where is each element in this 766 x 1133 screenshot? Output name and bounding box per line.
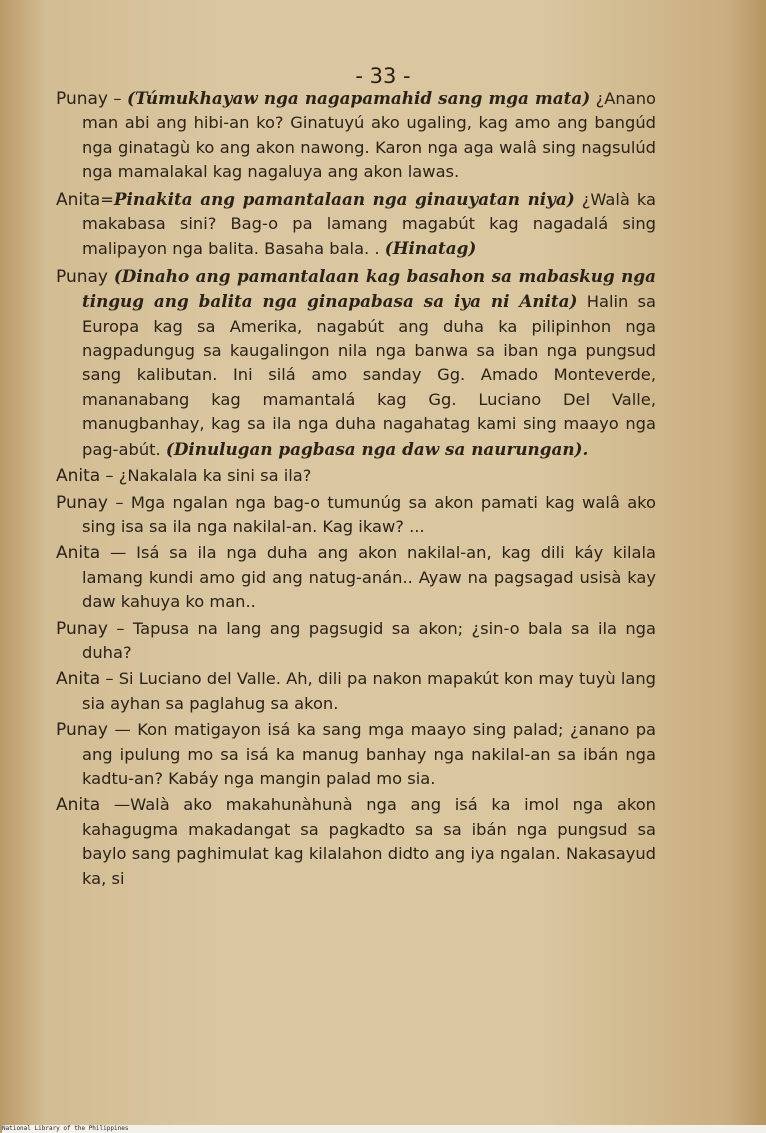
stage-direction: (Túmukhayaw nga nagapamahid sang mga mata) xyxy=(127,88,591,108)
speaker-separator: – xyxy=(100,466,119,486)
dialogue-entry xyxy=(56,187,656,262)
speaker-name: Anita xyxy=(56,466,101,487)
speaker-name: Anita xyxy=(56,669,101,690)
speaker-name: Anita xyxy=(56,795,101,816)
stage-direction: Pinakita ang pamantalaan nga ginauyatan niya) xyxy=(113,188,575,209)
spoken-line: Si Luciano del Valle. Ah, dili pa nakon mapakút kon may tuyù lang sia ayhan sa paglahug sa akon. xyxy=(82,669,656,713)
stage-direction: (Dinulugan pagbasa nga daw sa naurungan). xyxy=(165,438,589,459)
speaker-name: Punay xyxy=(56,89,108,109)
speaker-separator: – xyxy=(107,89,127,108)
dialogue-entry xyxy=(56,667,656,716)
spoken-line: Walà ako makahunàhunà nga ang isá ka imol nga akon kahagugma makadangat sa pagkadto sa sa ibán nga pungsud sa baylo sang paghimulat kag kilalahon didto ang iya ngalan. Nakasayud ka, si xyxy=(82,795,656,888)
dialogue-entry xyxy=(56,86,656,185)
page-number: - 33 - xyxy=(355,64,411,88)
speaker-name: Anita xyxy=(56,543,101,564)
speaker-name: Punay xyxy=(56,266,108,287)
dialogue-entry xyxy=(56,491,656,540)
footer-credit: National Library of the Philippines xyxy=(2,1125,766,1133)
speaker-name: Punay xyxy=(56,618,108,639)
speaker-separator: – xyxy=(107,492,131,512)
dialogue-entry xyxy=(56,541,656,614)
speaker-name: Punay xyxy=(56,720,108,741)
speaker-name: Punay xyxy=(56,492,108,513)
speaker-separator: = xyxy=(100,189,114,209)
spoken-line: ¿Nakalala ka sini sa ila? xyxy=(118,466,312,486)
dialogue-text xyxy=(56,86,656,891)
speaker-separator: — xyxy=(107,720,138,740)
spoken-line: Kon matigayon isá ka sang mga maayo sing palad; ¿anano pa ang ipulung mo sa isá ka manug banhay nga nakilal-an sa ibán nga kadtu-an? Kabáy nga mangin palad mo sia. xyxy=(82,720,657,788)
speaker-name: Anita xyxy=(56,189,101,210)
speaker-separator: — xyxy=(100,543,137,563)
dialogue-entry xyxy=(56,264,656,462)
spoken-line: Tapusa na lang ang pagsugid sa akon; ¿sin-o bala sa ila nga duha? xyxy=(82,618,656,662)
spoken-line: ¿Walà ka makabasa sini? Bag-o pa lamang magabút kag nagadalá sing malipayon nga balita. Basaha bala. . xyxy=(82,189,656,259)
spoken-line: Isá sa ila nga duha ang akon nakilal-an, kag dili káy kilala lamang kundi amo gid ang natug-anán.. Ayaw na pagsagad usisà kay daw kahuya ko man.. xyxy=(82,543,656,612)
stage-direction: (Dinaho ang pamantalaan kag basahon sa mabaskug nga tingug ang balita nga ginapabasa sa iya ni Anita) xyxy=(82,265,656,312)
dialogue-entry xyxy=(56,464,656,488)
speaker-separator: – xyxy=(100,669,119,689)
speaker-separator: — xyxy=(100,795,131,815)
spoken-line: ¿Anano man abi ang hibi-an ko? Ginatuyú ako ugaling, kag amo ang bangúd nga ginatagù ko ang akon nawong. Karon nga aga walâ sing nagsulúd nga mamalakal kag nagaluya ang akon lawas. xyxy=(82,89,656,182)
dialogue-entry xyxy=(56,793,656,891)
dialogue-entry xyxy=(56,617,656,666)
speaker-separator: – xyxy=(107,618,133,638)
spoken-line: Halin sa Europa kag sa Amerika, nagabút ang duha ka pilipinhon nga nagpadungug sa kaugalingon nila nga banwa sa iban nga pungsud sang kalibutan. Ini silá amo sanday Gg. Amado Monteverde, mananabang kag mamantalá kag Gg. Luciano Del Valle, manugbanhay, kag sa ila nga duha nagahatag kami sing maayo nga pag-abút. xyxy=(82,292,656,459)
spoken-line: Mga ngalan nga bag-o tumunúg sa akon pamati kag walâ ako sing isa sa ila nga nakilal-an. Kag ikaw? ... xyxy=(82,492,656,536)
stage-direction: (Hinatag) xyxy=(384,238,477,259)
dialogue-entry xyxy=(56,718,656,791)
